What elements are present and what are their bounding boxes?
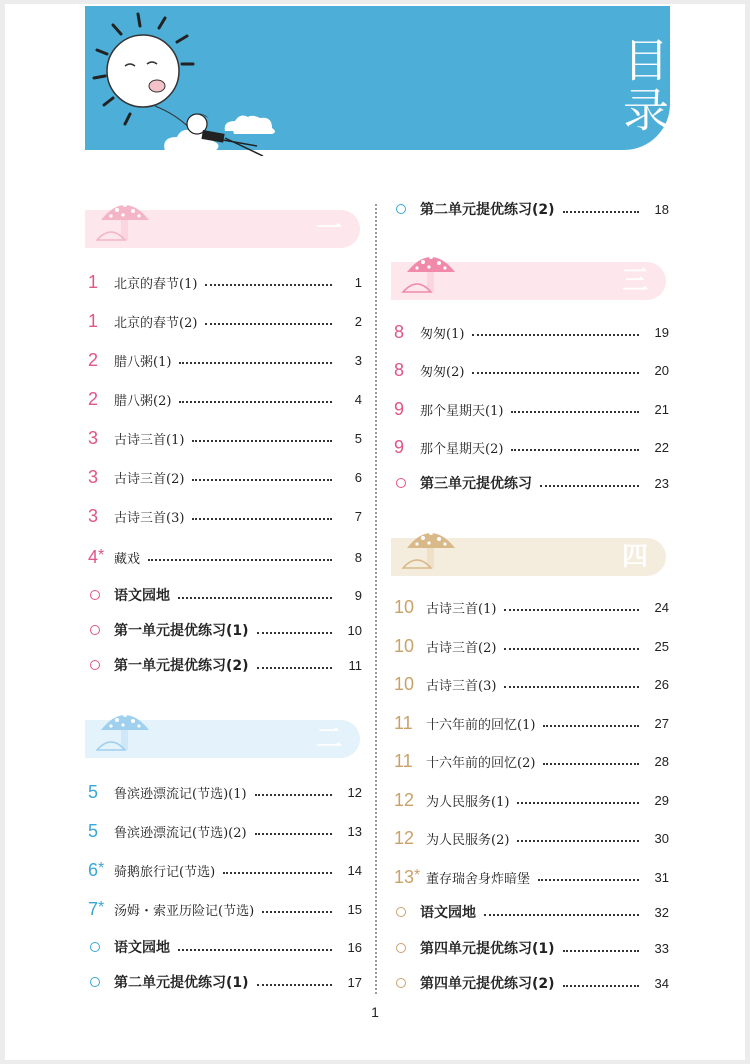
entry-title: 古诗三首(2) (426, 640, 497, 656)
lesson-number: 11 (394, 750, 413, 771)
leader-dots (257, 983, 332, 986)
toc-entry[interactable] (88, 819, 362, 843)
unit-2-numeral: 二 (315, 724, 342, 754)
toc-entry[interactable] (88, 270, 362, 294)
toc-entry[interactable] (88, 653, 362, 677)
toc-entry[interactable] (394, 358, 669, 382)
entry-title: 汤姆・索亚历险记(节选) (114, 903, 255, 919)
page-folio: 1 (371, 1004, 379, 1020)
lesson-number: 2 (88, 388, 99, 409)
leader-dots (517, 839, 639, 842)
page-number: 5 (354, 430, 362, 446)
page-number: 22 (654, 439, 669, 455)
toc-entry[interactable] (394, 672, 669, 696)
page-number: 6 (354, 469, 362, 485)
leader-dots (205, 283, 332, 286)
lesson-number: 5 (88, 781, 99, 802)
leader-dots (192, 517, 332, 520)
mushroom-icon (401, 524, 461, 576)
lesson-number: 10 (394, 635, 415, 656)
page-number: 15 (347, 901, 362, 917)
toc-entry[interactable] (394, 595, 669, 619)
leader-dots (543, 762, 639, 765)
toc-entry[interactable] (394, 826, 669, 850)
leader-dots (257, 631, 332, 634)
lesson-number: 3 (88, 466, 99, 487)
toc-entry[interactable] (394, 435, 669, 459)
unit-3-numeral: 三 (621, 266, 648, 296)
page-number: 18 (654, 201, 669, 217)
page-number: 23 (654, 475, 669, 491)
entry-title: 古诗三首(3) (114, 510, 185, 526)
page-title: 目录 (616, 36, 670, 136)
leader-dots (255, 793, 332, 796)
page-number: 21 (654, 401, 669, 417)
unit-4-numeral: 四 (621, 542, 648, 572)
circle-bullet-icon (90, 590, 100, 600)
leader-dots (563, 984, 639, 987)
lesson-number: 8 (394, 321, 405, 342)
page-number: 28 (654, 753, 669, 769)
leader-dots (472, 371, 639, 374)
page-number: 33 (654, 940, 669, 956)
lesson-number: 9 (394, 398, 405, 419)
toc-entry[interactable] (394, 749, 669, 773)
page-number: 24 (654, 599, 669, 615)
lesson-number: 1 (88, 271, 99, 292)
page (5, 4, 745, 1060)
page-number: 7 (354, 508, 362, 524)
entry-title: 鲁滨逊漂流记(节选)(1) (114, 786, 247, 802)
leader-dots (540, 484, 639, 487)
entry-title: 语文园地 (114, 588, 170, 604)
toc-entry[interactable] (88, 780, 362, 804)
lesson-number: 12 (394, 827, 415, 848)
entry-title: 骑鹅旅行记(节选) (114, 864, 216, 880)
page-number: 32 (654, 904, 669, 920)
entry-title: 董存瑞舍身炸暗堡 (426, 871, 531, 887)
page-number: 25 (654, 638, 669, 654)
entry-title: 第二单元提优练习(1) (114, 975, 249, 991)
page-number: 27 (654, 715, 669, 731)
page-number: 16 (347, 939, 362, 955)
entry-title: 语文园地 (420, 905, 476, 921)
entry-title: 十六年前的回忆(1) (426, 717, 536, 733)
leader-dots (517, 801, 639, 804)
toc-entry[interactable] (88, 970, 362, 994)
leader-dots (148, 558, 332, 561)
circle-bullet-icon (396, 978, 406, 988)
leader-dots (563, 210, 639, 213)
page-number: 30 (654, 830, 669, 846)
lesson-number: 10 (394, 673, 415, 694)
circle-bullet-icon (90, 977, 100, 987)
entry-title: 那个星期天(2) (420, 441, 504, 457)
lesson-number: 10 (394, 596, 415, 617)
page-number: 19 (654, 324, 669, 340)
entry-title: 第三单元提优练习 (420, 476, 532, 492)
entry-title: 第四单元提优练习(2) (420, 976, 555, 992)
entry-title: 鲁滨逊漂流记(节选)(2) (114, 825, 247, 841)
page-number: 34 (654, 975, 669, 991)
page-number: 13 (347, 823, 362, 839)
lesson-number: 13* (394, 866, 421, 887)
unit-1-numeral: 一 (315, 214, 342, 244)
entry-title: 第二单元提优练习(2) (420, 202, 555, 218)
entry-title: 北京的春节(1) (114, 276, 198, 292)
toc-entry[interactable] (88, 897, 362, 921)
leader-dots (178, 596, 332, 599)
entry-title: 腊八粥(1) (114, 354, 172, 370)
entry-title: 古诗三首(3) (426, 678, 497, 694)
leader-dots (511, 448, 639, 451)
leader-dots (223, 871, 332, 874)
entry-title: 古诗三首(2) (114, 471, 185, 487)
toc-entry[interactable] (394, 711, 669, 735)
lesson-number: 2 (88, 349, 99, 370)
mushroom-icon (95, 196, 155, 248)
lesson-number: 4* (88, 546, 105, 567)
page-number: 2 (354, 313, 362, 329)
header-banner (85, 6, 670, 150)
mushroom-icon (401, 248, 461, 300)
circle-bullet-icon (396, 478, 406, 488)
entry-title: 十六年前的回忆(2) (426, 755, 536, 771)
leader-dots (511, 410, 639, 413)
page-number: 20 (654, 362, 669, 378)
lesson-number: 1 (88, 310, 99, 331)
entry-title: 语文园地 (114, 940, 170, 956)
leader-dots (205, 322, 332, 325)
page-number: 31 (654, 869, 669, 885)
lesson-number: 9 (394, 436, 405, 457)
leader-dots (178, 948, 332, 951)
entry-title: 为人民服务(2) (426, 832, 510, 848)
toc-entry[interactable] (394, 397, 669, 421)
toc-entry[interactable] (394, 471, 669, 495)
circle-bullet-icon (90, 625, 100, 635)
toc-entry[interactable] (88, 309, 362, 333)
toc-entry[interactable] (88, 935, 362, 959)
lesson-number: 7* (88, 898, 105, 919)
leader-dots (262, 910, 332, 913)
page-number: 11 (348, 657, 362, 673)
toc-entry[interactable] (88, 583, 362, 607)
entry-title: 第一单元提优练习(2) (114, 658, 249, 674)
page-number: 12 (347, 784, 362, 800)
page-number: 1 (354, 274, 362, 290)
page-number: 17 (347, 974, 362, 990)
lesson-number: 11 (394, 712, 413, 733)
entry-title: 为人民服务(1) (426, 794, 510, 810)
page-number: 9 (354, 587, 362, 603)
toc-entry[interactable] (394, 900, 669, 924)
lesson-number: 5 (88, 820, 99, 841)
leader-dots (179, 400, 332, 403)
leader-dots (504, 608, 639, 611)
toc-entry[interactable] (88, 426, 362, 450)
toc-entry[interactable] (88, 348, 362, 372)
circle-bullet-icon (90, 660, 100, 670)
page-number: 29 (654, 792, 669, 808)
leader-dots (472, 333, 639, 336)
lesson-number: 3 (88, 427, 99, 448)
leader-dots (504, 685, 639, 688)
circle-bullet-icon (396, 204, 406, 214)
leader-dots (484, 913, 639, 916)
toc-entry[interactable] (88, 858, 362, 882)
page-number: 14 (347, 862, 362, 878)
entry-title: 北京的春节(2) (114, 315, 198, 331)
mushroom-icon (95, 706, 155, 758)
entry-title: 藏戏 (114, 551, 141, 567)
toc-entry[interactable] (88, 387, 362, 411)
entry-title: 古诗三首(1) (426, 601, 497, 617)
lesson-number: 12 (394, 789, 415, 810)
entry-title: 匆匆(2) (420, 364, 465, 380)
toc-entry[interactable] (394, 634, 669, 658)
leader-dots (179, 361, 332, 364)
page-number: 10 (347, 622, 362, 638)
toc-entry[interactable] (394, 865, 669, 889)
toc-entry[interactable] (88, 618, 362, 642)
leader-dots (538, 878, 639, 881)
page-number: 4 (354, 391, 362, 407)
leader-dots (257, 666, 332, 669)
entry-title: 匆匆(1) (420, 326, 465, 342)
leader-dots (563, 949, 639, 952)
page-number: 8 (354, 549, 362, 565)
leader-dots (543, 724, 639, 727)
cloud-icon (230, 110, 275, 140)
leader-dots (504, 647, 639, 650)
toc-entry[interactable] (394, 971, 669, 995)
entry-title: 那个星期天(1) (420, 403, 504, 419)
toc-entry[interactable] (394, 788, 669, 812)
entry-title: 第四单元提优练习(1) (420, 941, 555, 957)
lesson-number: 6* (88, 859, 105, 880)
circle-bullet-icon (396, 907, 406, 917)
toc-entry[interactable] (88, 465, 362, 489)
circle-bullet-icon (90, 942, 100, 952)
page-number: 3 (354, 352, 362, 368)
leader-dots (192, 478, 332, 481)
leader-dots (192, 439, 332, 442)
lesson-number: 3 (88, 505, 99, 526)
entry-title: 古诗三首(1) (114, 432, 185, 448)
toc-entry[interactable] (394, 936, 669, 960)
entry-title: 腊八粥(2) (114, 393, 172, 409)
toc-entry[interactable] (394, 320, 669, 344)
column-divider (375, 204, 377, 994)
circle-bullet-icon (396, 943, 406, 953)
toc-entry[interactable] (88, 504, 362, 528)
toc-entry[interactable] (88, 545, 362, 569)
toc-entry[interactable] (394, 197, 669, 221)
entry-title: 第一单元提优练习(1) (114, 623, 249, 639)
page-number: 26 (654, 676, 669, 692)
leader-dots (255, 832, 332, 835)
lesson-number: 8 (394, 359, 405, 380)
